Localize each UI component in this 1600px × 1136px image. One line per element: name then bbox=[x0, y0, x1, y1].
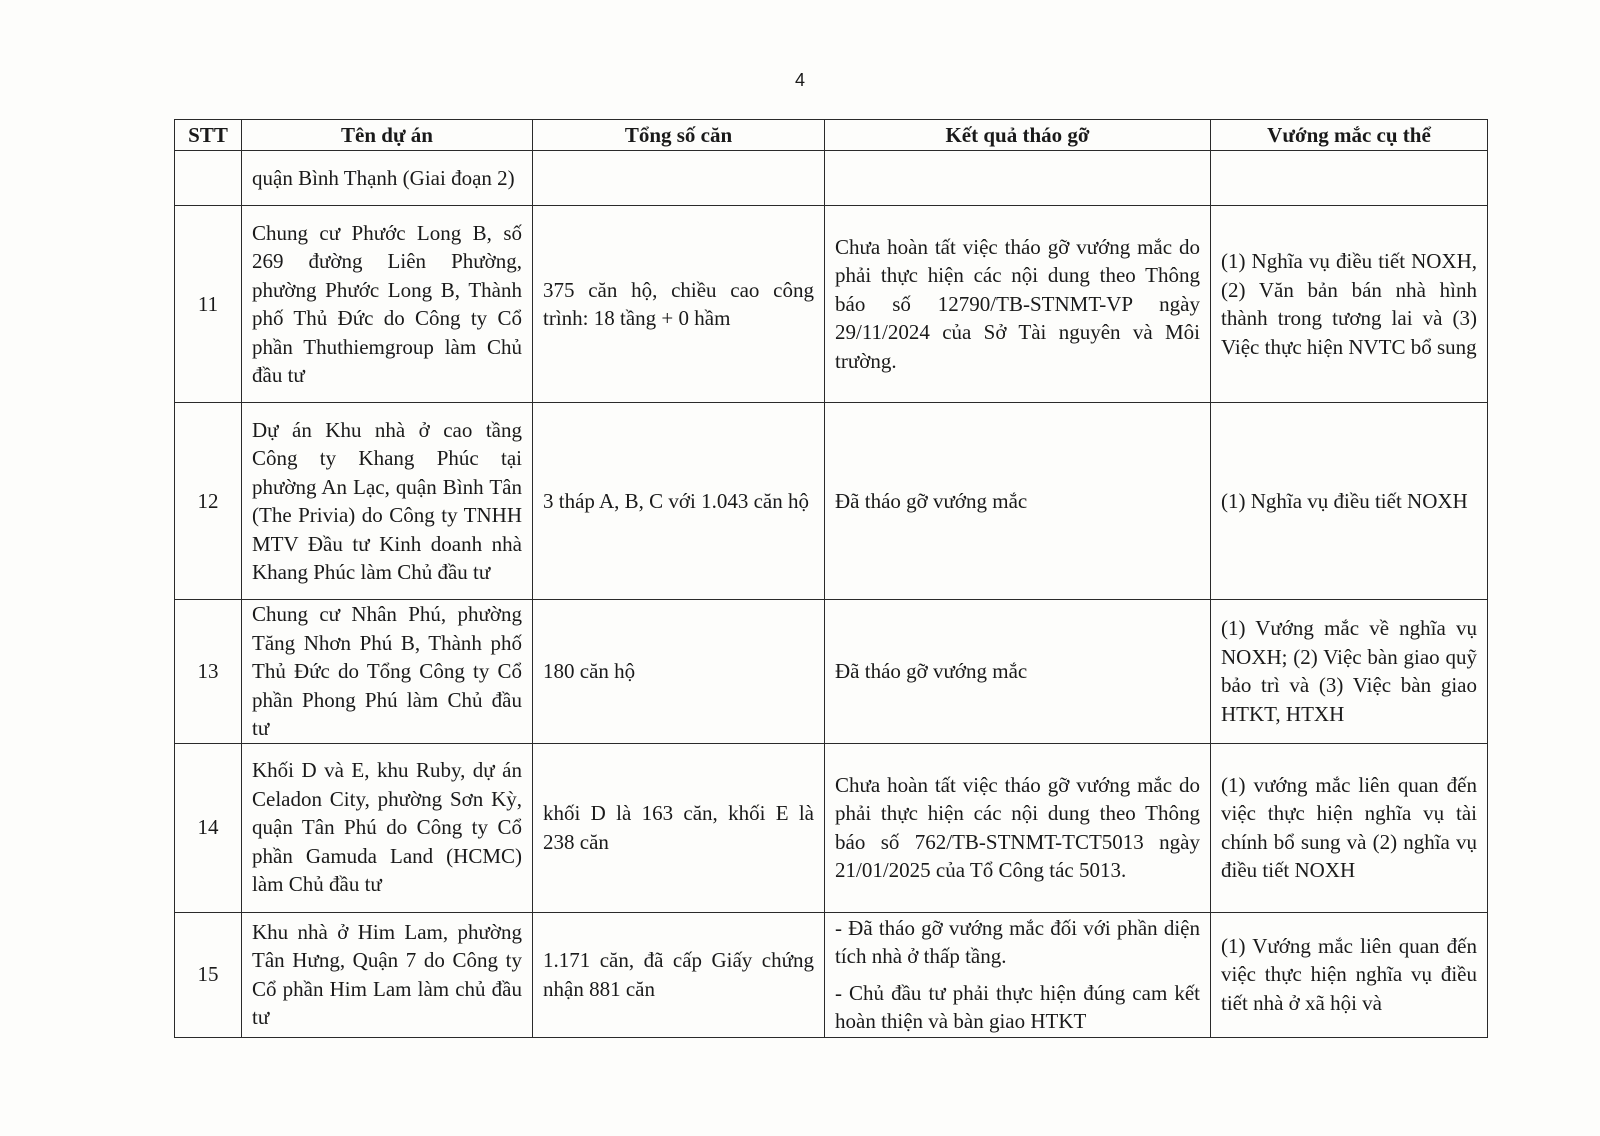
cell-project-name: Chung cư Nhân Phú, phường Tăng Nhơn Phú B, Thành phố Thủ Đức do Tổng Công ty Cổ phần Phong Phú làm Chủ đầu tư bbox=[242, 600, 533, 744]
cell-total-units bbox=[533, 151, 825, 206]
cell-specific-issues: (1) Nghĩa vụ điều tiết NOXH bbox=[1211, 403, 1488, 600]
cell-stt: 12 bbox=[175, 403, 242, 600]
cell-resolution-result: Đã tháo gỡ vướng mắc bbox=[825, 403, 1211, 600]
cell-stt bbox=[175, 151, 242, 206]
cell-project-name: Dự án Khu nhà ở cao tầng Công ty Khang Phúc tại phường An Lạc, quận Bình Tân (The Privia) do Công ty TNHH MTV Đầu tư Kinh doanh nhà Khang Phúc làm Chủ đầu tư bbox=[242, 403, 533, 600]
cell-specific-issues: (1) Nghĩa vụ điều tiết NOXH, (2) Văn bản bán nhà hình thành trong tương lai và (3) Việc thực hiện NVTC bổ sung bbox=[1211, 206, 1488, 403]
table-row bbox=[175, 206, 1488, 403]
cell-stt: 15 bbox=[175, 912, 242, 1037]
cell-stt: 13 bbox=[175, 600, 242, 744]
page-number bbox=[0, 70, 1600, 91]
header-resolution-result: Kết quả tháo gỡ bbox=[825, 120, 1211, 151]
cell-specific-issues: (1) vướng mắc liên quan đến việc thực hiện nghĩa vụ tài chính bổ sung và (2) nghĩa vụ điều tiết NOXH bbox=[1211, 743, 1488, 912]
cell-stt: 14 bbox=[175, 743, 242, 912]
cell-specific-issues bbox=[1211, 151, 1488, 206]
cell-project-name: Khối D và E, khu Ruby, dự án Celadon City, phường Sơn Kỳ, quận Tân Phú do Công ty Cổ phần Gamuda Land (HCMC) làm Chủ đầu tư bbox=[242, 743, 533, 912]
cell-total-units: 375 căn hộ, chiều cao công trình: 18 tầng + 0 hầm bbox=[533, 206, 825, 403]
table-row bbox=[175, 743, 1488, 912]
cell-project-name: quận Bình Thạnh (Giai đoạn 2) bbox=[242, 151, 533, 206]
table-row bbox=[175, 403, 1488, 600]
table-header-row bbox=[175, 120, 1488, 151]
cell-specific-issues: (1) Vướng mắc liên quan đến việc thực hiện nghĩa vụ điều tiết nhà ở xã hội và bbox=[1211, 912, 1488, 1037]
cell-project-name: Khu nhà ở Him Lam, phường Tân Hưng, Quận 7 do Công ty Cổ phần Him Lam làm chủ đầu tư bbox=[242, 912, 533, 1037]
result-item: - Đã tháo gỡ vướng mắc đối với phần diện tích nhà ở thấp tầng. bbox=[835, 915, 1200, 968]
cell-stt: 11 bbox=[175, 206, 242, 403]
table-row bbox=[175, 912, 1488, 1037]
cell-total-units: khối D là 163 căn, khối E là 238 căn bbox=[533, 743, 825, 912]
cell-resolution-result: Chưa hoàn tất việc tháo gỡ vướng mắc do phải thực hiện các nội dung theo Thông báo số 12790/TB-STNMT-VP ngày 29/11/2024 của Sở Tài nguyên và Môi trường. bbox=[825, 206, 1211, 403]
result-item: - Chủ đầu tư phải thực hiện đúng cam kết hoàn thiện và bàn giao HTKT bbox=[835, 980, 1200, 1033]
table-row-continuation bbox=[175, 151, 1488, 206]
cell-specific-issues: (1) Vướng mắc về nghĩa vụ NOXH; (2) Việc bàn giao quỹ bảo trì và (3) Việc bàn giao HTKT, HTXH bbox=[1211, 600, 1488, 744]
cell-resolution-result bbox=[825, 912, 1211, 1037]
page-number-text: 4 bbox=[794, 70, 805, 90]
table-row bbox=[175, 600, 1488, 744]
cell-total-units: 180 căn hộ bbox=[533, 600, 825, 744]
header-total-units: Tổng số căn bbox=[533, 120, 825, 151]
cell-resolution-result: Chưa hoàn tất việc tháo gỡ vướng mắc do phải thực hiện các nội dung theo Thông báo số 762/TB-STNMT-TCT5013 ngày 21/01/2025 của Tổ Công tác 5013. bbox=[825, 743, 1211, 912]
cell-resolution-result bbox=[825, 151, 1211, 206]
projects-table bbox=[174, 119, 1488, 1038]
cell-total-units: 1.171 căn, đã cấp Giấy chứng nhận 881 căn bbox=[533, 912, 825, 1037]
header-project-name: Tên dự án bbox=[242, 120, 533, 151]
header-specific-issues: Vướng mắc cụ thể bbox=[1211, 120, 1488, 151]
cell-total-units: 3 tháp A, B, C với 1.043 căn hộ bbox=[533, 403, 825, 600]
header-stt: STT bbox=[175, 120, 242, 151]
cell-project-name: Chung cư Phước Long B, số 269 đường Liên Phường, phường Phước Long B, Thành phố Thủ Đức do Công ty Cổ phần Thuthiemgroup làm Chủ đầu tư bbox=[242, 206, 533, 403]
cell-resolution-result: Đã tháo gỡ vướng mắc bbox=[825, 600, 1211, 744]
